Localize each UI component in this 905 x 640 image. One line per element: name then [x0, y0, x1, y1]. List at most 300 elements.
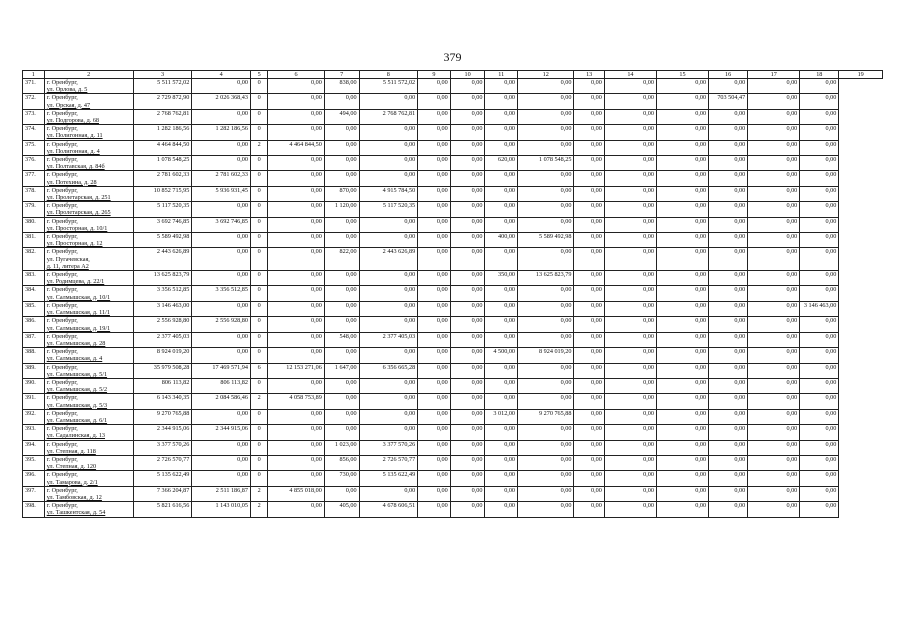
value-cell: 0,00 [359, 171, 418, 186]
value-cell: 5 135 622,49 [359, 471, 418, 486]
value-cell: 0,00 [709, 471, 748, 486]
value-cell: 0,00 [418, 233, 451, 248]
value-cell: 0 [250, 125, 267, 140]
column-header: 8 [359, 71, 418, 79]
value-cell: 0,00 [604, 440, 656, 455]
value-cell: 2 781 602,33 [192, 171, 251, 186]
table-header [23, 71, 883, 79]
value-cell: 5 589 492,98 [133, 233, 192, 248]
address-line: г. Оренбург, [46, 94, 78, 102]
value-cell: 0,00 [574, 217, 604, 232]
value-cell: 0,00 [656, 301, 708, 316]
row-number: 377. [23, 171, 45, 186]
value-cell: 0,00 [604, 286, 656, 301]
value-cell: 4 464 844,50 [133, 140, 192, 155]
value-cell: 0,00 [450, 455, 485, 470]
row-number: 386. [23, 317, 45, 332]
value-cell: 0,00 [709, 409, 748, 424]
value-cell: 405,00 [324, 502, 359, 517]
value-cell: 0,00 [574, 409, 604, 424]
address-cell [44, 394, 133, 409]
value-cell: 0,00 [518, 109, 574, 124]
value-cell: 0,00 [418, 217, 451, 232]
column-header: 7 [324, 71, 359, 79]
value-cell: 0,00 [518, 202, 574, 217]
table-row [23, 486, 883, 501]
address-cell [44, 171, 133, 186]
value-cell: 0,00 [418, 109, 451, 124]
value-cell: 0,00 [748, 156, 800, 171]
value-cell: 0,00 [192, 79, 251, 94]
value-cell: 0,00 [656, 217, 708, 232]
value-cell: 6 143 340,35 [133, 394, 192, 409]
value-cell: 0,00 [518, 317, 574, 332]
address-line: ул. Полтавская, д. 84б [46, 163, 105, 171]
value-cell: 0,00 [656, 440, 708, 455]
value-cell: 0,00 [800, 317, 839, 332]
value-cell: 8 924 019,20 [133, 348, 192, 363]
value-cell: 0,00 [485, 317, 518, 332]
value-cell: 0 [250, 425, 267, 440]
address-line: ул. Тамбовская, д. 12 [46, 493, 102, 501]
value-cell: 0,00 [268, 109, 324, 124]
value-cell: 3 692 746,85 [192, 217, 251, 232]
value-cell: 4 855 018,00 [268, 486, 324, 501]
value-cell: 0,00 [450, 378, 485, 393]
value-cell: 0,00 [748, 233, 800, 248]
value-cell: 730,00 [324, 471, 359, 486]
table-row [23, 186, 883, 201]
value-cell: 0,00 [709, 79, 748, 94]
value-cell: 0,00 [656, 425, 708, 440]
address-line: ул. Просторная, д. 10/1 [46, 224, 108, 232]
value-cell: 0 [250, 286, 267, 301]
value-cell: 0,00 [656, 186, 708, 201]
value-cell: 620,00 [485, 156, 518, 171]
row-number: 381. [23, 233, 45, 248]
value-cell: 0,00 [709, 440, 748, 455]
address-line: ул. Пролетарская, д. 265 [46, 209, 111, 217]
value-cell: 0,00 [418, 425, 451, 440]
value-cell: 0,00 [268, 348, 324, 363]
value-cell: 0,00 [192, 202, 251, 217]
table-row [23, 502, 883, 517]
value-cell: 0,00 [574, 125, 604, 140]
value-cell: 0,00 [450, 440, 485, 455]
value-cell: 0,00 [485, 301, 518, 316]
value-cell: 703 504,47 [709, 94, 748, 109]
value-cell: 0,00 [604, 348, 656, 363]
value-cell: 0 [250, 109, 267, 124]
value-cell: 0,00 [485, 125, 518, 140]
value-cell: 0,00 [800, 140, 839, 155]
address-line: ул. Полигонная, д. 4 [46, 147, 100, 155]
column-header: 15 [656, 71, 708, 79]
address-line: ул. Салмышская, д. 4 [46, 355, 103, 363]
value-cell: 3 146 463,00 [800, 301, 839, 316]
address-line: ул. Салмышская, д. 10/1 [46, 293, 111, 301]
value-cell: 0,00 [574, 156, 604, 171]
value-cell: 0,00 [574, 171, 604, 186]
value-cell: 0,00 [604, 363, 656, 378]
value-cell: 0,00 [748, 140, 800, 155]
value-cell: 0,00 [518, 301, 574, 316]
value-cell: 0,00 [604, 217, 656, 232]
value-cell: 0,00 [656, 248, 708, 271]
value-cell: 0,00 [359, 317, 418, 332]
value-cell: 0,00 [604, 317, 656, 332]
value-cell: 0,00 [324, 286, 359, 301]
address-line: г. Оренбург, [46, 471, 78, 479]
address-cell [44, 378, 133, 393]
value-cell: 0,00 [604, 248, 656, 271]
value-cell: 2 729 872,90 [133, 94, 192, 109]
value-cell: 1 023,00 [324, 440, 359, 455]
value-cell: 822,00 [324, 248, 359, 271]
value-cell: 0 [250, 271, 267, 286]
address-line: ул. Салмышская, д. 5/2 [46, 386, 108, 394]
value-cell: 0,00 [359, 125, 418, 140]
value-cell: 0,00 [324, 125, 359, 140]
value-cell: 0,00 [485, 471, 518, 486]
value-cell: 4 500,00 [485, 348, 518, 363]
value-cell: 0,00 [359, 348, 418, 363]
value-cell: 0,00 [192, 156, 251, 171]
address-cell [44, 317, 133, 332]
value-cell: 5 936 931,45 [192, 186, 251, 201]
value-cell: 0,00 [800, 125, 839, 140]
value-cell: 0,00 [450, 332, 485, 347]
value-cell: 0 [250, 248, 267, 271]
address-cell [44, 217, 133, 232]
value-cell: 0 [250, 79, 267, 94]
value-cell: 0,00 [656, 471, 708, 486]
value-cell: 0,00 [418, 271, 451, 286]
page-number: 379 [443, 50, 462, 64]
value-cell: 5 117 520,35 [359, 202, 418, 217]
value-cell: 0,00 [485, 186, 518, 201]
value-cell: 0,00 [268, 233, 324, 248]
column-header: 1 [23, 71, 45, 79]
value-cell: 0,00 [324, 425, 359, 440]
address-line: г. Оренбург, [46, 363, 78, 371]
value-cell: 0,00 [450, 363, 485, 378]
value-cell: 0,00 [748, 440, 800, 455]
value-cell: 0,00 [418, 363, 451, 378]
address-cell [44, 233, 133, 248]
row-number: 385. [23, 301, 45, 316]
value-cell: 0,00 [268, 217, 324, 232]
value-cell: 0,00 [359, 425, 418, 440]
value-cell: 0,00 [485, 394, 518, 409]
value-cell: 0,00 [574, 186, 604, 201]
value-cell: 0,00 [268, 455, 324, 470]
row-number: 383. [23, 271, 45, 286]
value-cell: 0,00 [574, 286, 604, 301]
value-cell: 0,00 [604, 202, 656, 217]
value-cell: 0,00 [800, 271, 839, 286]
value-cell: 2 726 570,77 [359, 455, 418, 470]
address-line: г. Оренбург, [46, 409, 78, 417]
address-line: ул. Салмышская, д. 11/1 [46, 309, 110, 317]
address-line: г. Оренбург, [46, 79, 78, 86]
row-number: 379. [23, 202, 45, 217]
value-cell: 0,00 [268, 440, 324, 455]
value-cell: 0,00 [800, 455, 839, 470]
value-cell: 0,00 [418, 186, 451, 201]
value-cell: 0,00 [418, 140, 451, 155]
value-cell: 0,00 [418, 502, 451, 517]
value-cell: 0,00 [268, 125, 324, 140]
value-cell: 0,00 [192, 348, 251, 363]
value-cell: 0,00 [800, 348, 839, 363]
value-cell: 0,00 [450, 317, 485, 332]
value-cell: 0,00 [656, 286, 708, 301]
value-cell: 10 852 715,95 [133, 186, 192, 201]
address-cell [44, 502, 133, 517]
value-cell: 0 [250, 94, 267, 109]
value-cell: 0,00 [450, 248, 485, 271]
value-cell: 0,00 [518, 186, 574, 201]
value-cell: 5 511 572,02 [359, 79, 418, 94]
value-cell: 0,00 [800, 94, 839, 109]
value-cell: 0,00 [709, 317, 748, 332]
value-cell: 0,00 [748, 486, 800, 501]
value-cell: 0,00 [748, 378, 800, 393]
value-cell: 0,00 [518, 286, 574, 301]
value-cell: 0,00 [574, 202, 604, 217]
value-cell: 0,00 [748, 363, 800, 378]
value-cell: 0,00 [574, 271, 604, 286]
value-cell: 2 781 602,33 [133, 171, 192, 186]
value-cell: 0,00 [518, 502, 574, 517]
value-cell: 3 012,00 [485, 409, 518, 424]
value-cell: 0,00 [324, 271, 359, 286]
value-cell: 0,00 [359, 140, 418, 155]
value-cell: 0,00 [748, 125, 800, 140]
table-row [23, 440, 883, 455]
value-cell: 0,00 [192, 455, 251, 470]
value-cell: 0,00 [574, 394, 604, 409]
address-line: г. Оренбург, [46, 440, 78, 448]
value-cell: 0,00 [450, 271, 485, 286]
address-line: д. 11, литера А2 [46, 262, 89, 270]
value-cell: 0,00 [709, 348, 748, 363]
value-cell: 0,00 [450, 202, 485, 217]
value-cell: 0 [250, 455, 267, 470]
value-cell: 3 692 746,85 [133, 217, 192, 232]
value-cell: 0,00 [604, 94, 656, 109]
value-cell: 806 113,82 [192, 378, 251, 393]
value-cell: 0,00 [604, 486, 656, 501]
value-cell: 0,00 [268, 502, 324, 517]
address-line: г. Оренбург, [46, 425, 78, 433]
address-line: г. Оренбург, [46, 125, 78, 133]
value-cell: 548,00 [324, 332, 359, 347]
table-row [23, 125, 883, 140]
address-line: г. Оренбург, [46, 109, 78, 117]
table-row [23, 455, 883, 470]
value-cell: 0,00 [574, 233, 604, 248]
value-cell: 0,00 [709, 486, 748, 501]
value-cell: 0,00 [450, 409, 485, 424]
value-cell: 0,00 [748, 271, 800, 286]
value-cell: 2 726 570,77 [133, 455, 192, 470]
value-cell: 0,00 [324, 233, 359, 248]
value-cell: 0,00 [604, 425, 656, 440]
value-cell: 0,00 [604, 125, 656, 140]
table-row [23, 140, 883, 155]
column-header: 16 [709, 71, 748, 79]
value-cell: 0,00 [800, 378, 839, 393]
value-cell: 0,00 [574, 79, 604, 94]
value-cell: 0,00 [709, 502, 748, 517]
value-cell: 0,00 [748, 425, 800, 440]
value-cell: 0,00 [709, 271, 748, 286]
row-number: 376. [23, 156, 45, 171]
table-row [23, 156, 883, 171]
value-cell: 0,00 [800, 186, 839, 201]
value-cell: 0,00 [518, 248, 574, 271]
value-cell: 13 625 823,79 [518, 271, 574, 286]
value-cell: 0,00 [418, 440, 451, 455]
value-cell: 0,00 [574, 425, 604, 440]
row-number: 391. [23, 394, 45, 409]
value-cell: 0,00 [418, 471, 451, 486]
value-cell: 0 [250, 348, 267, 363]
value-cell: 0,00 [418, 79, 451, 94]
value-cell: 2 026 368,43 [192, 94, 251, 109]
value-cell: 0,00 [268, 248, 324, 271]
value-cell: 0,00 [450, 186, 485, 201]
value-cell: 0,00 [192, 301, 251, 316]
value-cell: 0,00 [359, 271, 418, 286]
value-cell: 0,00 [418, 378, 451, 393]
value-cell: 0,00 [748, 409, 800, 424]
value-cell: 0,00 [800, 394, 839, 409]
table-row [23, 471, 883, 486]
address-line: г. Оренбург, [46, 348, 78, 356]
value-cell: 0,00 [485, 286, 518, 301]
value-cell: 0,00 [800, 425, 839, 440]
value-cell: 2 443 626,89 [359, 248, 418, 271]
address-cell [44, 94, 133, 109]
value-cell: 0,00 [656, 394, 708, 409]
value-cell: 494,00 [324, 109, 359, 124]
value-cell: 0,00 [485, 79, 518, 94]
value-cell: 0,00 [656, 317, 708, 332]
value-cell: 0,00 [268, 425, 324, 440]
value-cell: 0,00 [656, 502, 708, 517]
value-cell: 0,00 [268, 317, 324, 332]
value-cell: 0,00 [656, 348, 708, 363]
address-line: г. Оренбург, [46, 202, 78, 210]
value-cell: 0 [250, 471, 267, 486]
table-row [23, 109, 883, 124]
value-cell: 0,00 [709, 332, 748, 347]
column-header: 18 [800, 71, 839, 79]
value-cell: 0,00 [418, 348, 451, 363]
address-cell [44, 202, 133, 217]
row-number: 373. [23, 109, 45, 124]
value-cell: 0,00 [656, 332, 708, 347]
value-cell: 0,00 [800, 156, 839, 171]
value-cell: 0,00 [418, 125, 451, 140]
value-cell: 0,00 [574, 471, 604, 486]
value-cell: 0,00 [604, 394, 656, 409]
value-cell: 0,00 [324, 171, 359, 186]
address-line: г. Оренбург, [46, 217, 78, 225]
value-cell: 0,00 [485, 140, 518, 155]
address-line: ул. Орлова, д. 5 [46, 86, 88, 94]
value-cell: 0,00 [324, 94, 359, 109]
value-cell: 0,00 [574, 378, 604, 393]
register-table [22, 70, 883, 518]
table-row [23, 79, 883, 94]
value-cell: 0 [250, 409, 267, 424]
value-cell: 0,00 [268, 271, 324, 286]
value-cell: 2 [250, 486, 267, 501]
row-number: 392. [23, 409, 45, 424]
address-line: г. Оренбург, [46, 286, 78, 294]
column-header: 12 [518, 71, 574, 79]
address-cell [44, 332, 133, 347]
value-cell: 0,00 [748, 348, 800, 363]
value-cell: 0,00 [574, 301, 604, 316]
table-row [23, 286, 883, 301]
value-cell: 3 377 570,26 [359, 440, 418, 455]
value-cell: 0,00 [418, 409, 451, 424]
address-cell [44, 363, 133, 378]
value-cell: 0,00 [748, 301, 800, 316]
value-cell: 0,00 [518, 486, 574, 501]
value-cell: 0,00 [192, 233, 251, 248]
address-line: ул. Пугачевская, [46, 255, 90, 263]
column-header: 19 [839, 71, 883, 79]
address-line: г. Оренбург, [46, 455, 78, 463]
address-line: ул. Потехина, д. 28 [46, 178, 97, 186]
address-line: ул. Степная, д. 118 [46, 447, 96, 455]
value-cell: 0,00 [709, 140, 748, 155]
address-cell [44, 286, 133, 301]
address-line: г. Оренбург, [46, 248, 78, 256]
value-cell: 0,00 [656, 363, 708, 378]
address-line: ул. Салмышская, д. 28 [46, 339, 106, 347]
value-cell: 0,00 [709, 378, 748, 393]
value-cell: 0,00 [268, 332, 324, 347]
address-cell [44, 140, 133, 155]
row-number: 390. [23, 378, 45, 393]
address-line: ул. Салмышская, д. 6/1 [46, 416, 108, 424]
table-row [23, 394, 883, 409]
value-cell: 0,00 [450, 394, 485, 409]
value-cell: 0,00 [359, 94, 418, 109]
value-cell: 0,00 [359, 409, 418, 424]
value-cell: 0,00 [574, 486, 604, 501]
value-cell: 0,00 [800, 332, 839, 347]
value-cell: 3 356 512,85 [192, 286, 251, 301]
value-cell: 0 [250, 378, 267, 393]
value-cell: 2 344 915,06 [133, 425, 192, 440]
value-cell: 0,00 [518, 140, 574, 155]
value-cell: 0,00 [359, 486, 418, 501]
value-cell: 0,00 [656, 79, 708, 94]
value-cell: 0,00 [748, 109, 800, 124]
value-cell: 0,00 [800, 171, 839, 186]
value-cell: 0,00 [574, 440, 604, 455]
address-line: г. Оренбург, [46, 301, 78, 309]
value-cell: 0,00 [359, 233, 418, 248]
